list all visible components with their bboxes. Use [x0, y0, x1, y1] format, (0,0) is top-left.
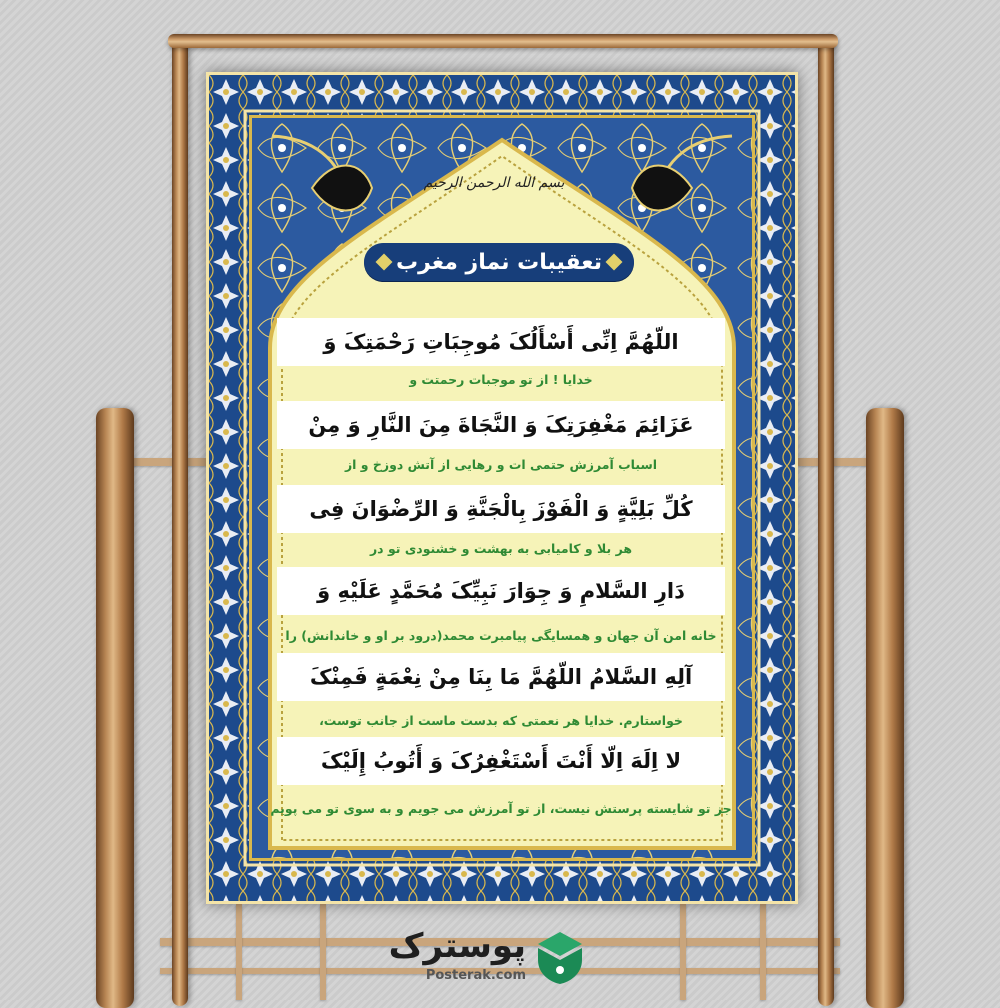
posterak-logo-icon	[532, 926, 588, 986]
stand-pole-left-outer	[96, 408, 134, 1008]
arabic-text: اللّهُمَّ اِنِّی أَسْأَلُکَ مُوجِبَاتِ رَحْمَتِکَ وَ	[323, 330, 679, 354]
prayer-line	[277, 485, 725, 533]
stand-rail-top-left	[128, 458, 208, 466]
arabic-text: لا اِلَهَ اِلّا أَنْتَ أَسْتَغْفِرُکَ وَ أَتُوبُ إِلَیْکَ	[320, 749, 682, 773]
poster	[206, 72, 798, 904]
stand-pole-right-outer	[866, 408, 904, 1008]
prayer-line	[277, 567, 725, 615]
prayer-line	[277, 318, 725, 366]
translation-text: خواستارم. خدایا هر نعمتی که بدست ماست از جانب توست،	[319, 713, 683, 728]
stand-top-bar	[168, 34, 838, 48]
title-badge	[364, 243, 634, 281]
stand-strut-2	[320, 904, 326, 1000]
translation-text: خدایا ! از تو موجبات رحمتت و	[409, 372, 593, 387]
translation-text: اسباب آمرزش حتمی ات و رهایی از آتش دوزخ و از	[344, 457, 658, 472]
translation-text: هر بلا و کامیابی به بهشت و خشنودی تو در	[369, 541, 633, 556]
stand-strut-4	[760, 904, 766, 1000]
logo-site: Posterak.com	[425, 968, 526, 983]
arabic-text: عَزَائِمَ مَغْفِرَتِکَ وَ النَّجَاةَ مِنَ النَّارِ وَ مِنْ	[308, 413, 694, 437]
diamond-icon	[606, 254, 623, 271]
translation-text: جز تو شایسته پرستش نیست، از تو آمرزش می جویم و به سوی تو می پویم	[270, 801, 732, 816]
poster-title: تعقیبات نماز مغرب	[396, 249, 602, 275]
diamond-icon	[376, 254, 393, 271]
arabic-text: آلِهِ السَّلامُ اللّهُمَّ مَا بِنَا مِنْ نِعْمَةٍ فَمِنْکَ	[309, 665, 693, 689]
prayer-line	[277, 737, 725, 785]
stand-strut-1	[236, 904, 242, 1000]
translation-text: خانه امن آن جهان و همسایگی پیامبرت محمد(درود بر او و خاندانش) را	[285, 628, 717, 643]
arabic-text: کُلِّ بَلِیَّةٍ وَ الْفَوْزَ بِالْجَنَّةِ وَ الرِّضْوَانَ فِی	[309, 497, 693, 521]
prayer-line	[277, 653, 725, 701]
basmala-calligraphy: بسم الله الرحمن الرحیم	[423, 175, 565, 191]
stand-pole-left-inner	[172, 36, 188, 1006]
logo-name: پوسترک	[388, 926, 526, 966]
posterak-logo	[388, 920, 588, 990]
stand-strut-3	[680, 904, 686, 1000]
stand-pole-right-inner	[818, 36, 834, 1006]
arabic-text: دَارِ السَّلامِ وَ جِوَارَ نَبِیِّکَ مُحَمَّدٍ عَلَیْهِ وَ	[317, 579, 685, 603]
prayer-line	[277, 401, 725, 449]
